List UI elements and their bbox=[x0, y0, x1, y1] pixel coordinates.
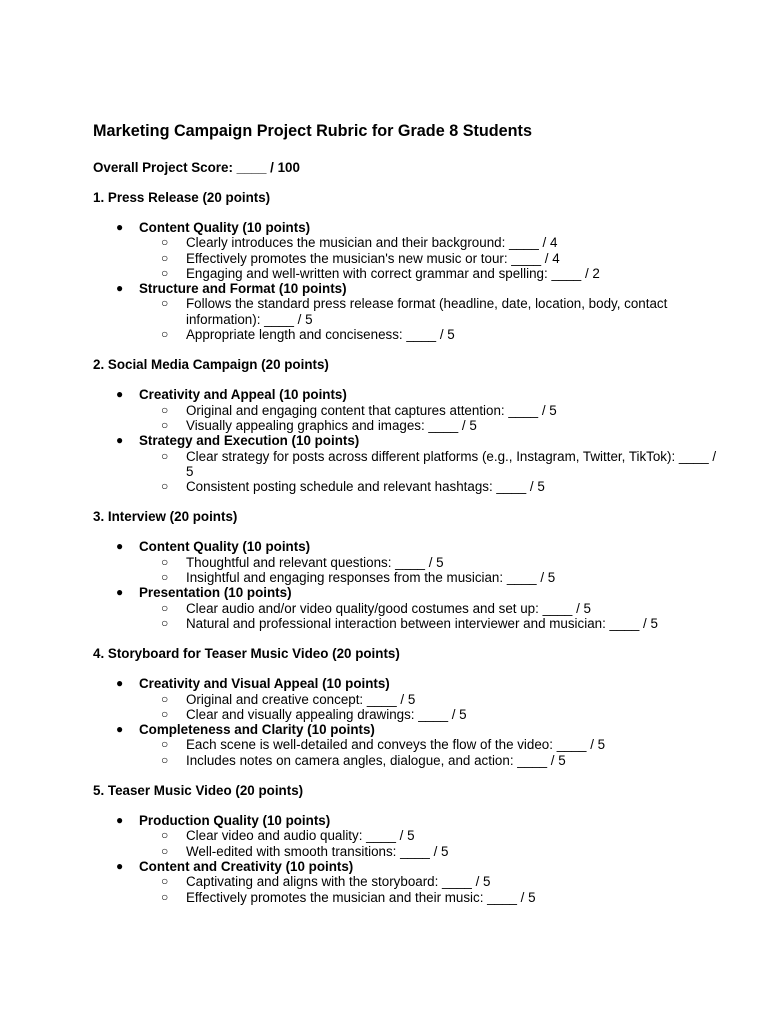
circle-bullet-icon: ○ bbox=[161, 706, 169, 721]
criterion bbox=[93, 722, 693, 768]
circle-bullet-icon: ○ bbox=[161, 250, 169, 265]
sub-item-list bbox=[139, 692, 693, 723]
circle-bullet-icon: ○ bbox=[161, 752, 169, 767]
sub-item bbox=[139, 753, 726, 768]
section-press-release bbox=[93, 190, 693, 342]
sub-item-text: Natural and professional interaction between interviewer and musician: ____ / 5 bbox=[186, 615, 658, 631]
sub-item-text: Well-edited with smooth transitions: ____ / 5 bbox=[186, 843, 449, 859]
sub-item-text: Captivating and aligns with the storyboard: ____ / 5 bbox=[186, 874, 491, 890]
sub-item-text: Engaging and well-written with correct grammar and spelling: ____ / 2 bbox=[186, 265, 600, 281]
sub-item bbox=[139, 616, 726, 631]
criterion bbox=[93, 585, 693, 631]
sub-item bbox=[139, 449, 726, 480]
bullet-icon: ● bbox=[116, 433, 124, 448]
sub-item bbox=[139, 844, 726, 859]
sub-item bbox=[139, 403, 726, 418]
sub-item-text: Appropriate length and conciseness: ____ / 5 bbox=[186, 327, 455, 343]
sub-item bbox=[139, 235, 726, 250]
sub-item-text: Clear and visually appealing drawings: ____ / 5 bbox=[186, 706, 467, 722]
circle-bullet-icon: ○ bbox=[161, 327, 169, 342]
section-social-media-campaign bbox=[93, 357, 717, 495]
circle-bullet-icon: ○ bbox=[161, 554, 169, 569]
section-heading: 2. Social Media Campaign (20 points) bbox=[93, 357, 329, 373]
sub-item-list bbox=[139, 737, 693, 768]
sub-item-text: Thoughtful and relevant questions: ____ / 5 bbox=[186, 554, 444, 570]
sub-item-list bbox=[139, 448, 717, 495]
section-heading: 3. Interview (20 points) bbox=[93, 509, 238, 525]
sub-item bbox=[139, 327, 726, 342]
circle-bullet-icon: ○ bbox=[161, 402, 169, 417]
sub-item-list bbox=[139, 403, 693, 434]
sub-item-list bbox=[139, 874, 693, 905]
sub-item-text: Clear audio and/or video quality/good costumes and set up: ____ / 5 bbox=[186, 600, 591, 616]
criterion bbox=[93, 676, 693, 722]
section-teaser-music-video bbox=[93, 783, 693, 905]
sub-item bbox=[139, 707, 726, 722]
circle-bullet-icon: ○ bbox=[161, 889, 169, 904]
circle-bullet-icon: ○ bbox=[161, 843, 169, 858]
criterion bbox=[93, 387, 693, 433]
criteria-list bbox=[93, 539, 693, 631]
criterion-label: Creativity and Visual Appeal (10 points) bbox=[139, 676, 390, 692]
sub-item bbox=[139, 692, 726, 707]
sub-item-text: Original and creative concept: ____ / 5 bbox=[186, 691, 416, 707]
sub-item-list bbox=[139, 296, 693, 342]
sub-item bbox=[139, 418, 726, 433]
bullet-icon: ● bbox=[116, 281, 124, 296]
sub-item bbox=[139, 570, 726, 585]
section-heading: 4. Storyboard for Teaser Music Video (20 points) bbox=[93, 646, 400, 662]
sub-item bbox=[139, 737, 726, 752]
sub-item bbox=[139, 479, 726, 494]
section-heading: 1. Press Release (20 points) bbox=[93, 190, 271, 205]
criterion-label: Strategy and Execution (10 points) bbox=[139, 433, 360, 449]
overall-score-line: Overall Project Score: ____ / 100 bbox=[93, 160, 300, 175]
criterion-label: Content Quality (10 points) bbox=[139, 220, 311, 235]
criterion-label: Structure and Format (10 points) bbox=[139, 281, 347, 297]
sub-item-text: Follows the standard press release format (headline, date, location, body, contact information): ____ / 5 bbox=[186, 296, 668, 327]
sub-item bbox=[139, 266, 726, 281]
sub-item-text: Includes notes on camera angles, dialogue, and action: ____ / 5 bbox=[186, 752, 566, 768]
criteria-list bbox=[93, 813, 693, 905]
circle-bullet-icon: ○ bbox=[161, 570, 169, 585]
sub-item bbox=[139, 296, 726, 327]
sub-item-text: Visually appealing graphics and images: ____ / 5 bbox=[186, 417, 477, 433]
circle-bullet-icon: ○ bbox=[161, 448, 169, 463]
section-heading: 5. Teaser Music Video (20 points) bbox=[93, 783, 304, 799]
criteria-list bbox=[93, 387, 717, 495]
criterion bbox=[93, 220, 693, 281]
criterion-label: Content and Creativity (10 points) bbox=[139, 858, 354, 874]
bullet-icon: ● bbox=[116, 813, 124, 828]
sub-item-list bbox=[139, 601, 693, 632]
sub-item bbox=[139, 828, 726, 843]
circle-bullet-icon: ○ bbox=[161, 874, 169, 889]
circle-bullet-icon: ○ bbox=[161, 600, 169, 615]
sub-item bbox=[139, 874, 726, 889]
criterion-label: Completeness and Clarity (10 points) bbox=[139, 722, 375, 738]
sub-item-list bbox=[139, 235, 693, 281]
circle-bullet-icon: ○ bbox=[161, 737, 169, 752]
criterion bbox=[93, 281, 693, 342]
criterion-label: Creativity and Appeal (10 points) bbox=[139, 387, 347, 403]
circle-bullet-icon: ○ bbox=[161, 296, 169, 311]
bullet-icon: ● bbox=[116, 387, 124, 402]
circle-bullet-icon: ○ bbox=[161, 691, 169, 706]
criterion bbox=[93, 539, 693, 585]
circle-bullet-icon: ○ bbox=[161, 265, 169, 280]
sub-item-text: Original and engaging content that captures attention: ____ / 5 bbox=[186, 402, 557, 418]
section-interview bbox=[93, 509, 693, 631]
sub-item-text: Effectively promotes the musician and their music: ____ / 5 bbox=[186, 889, 536, 905]
bullet-icon: ● bbox=[116, 858, 124, 873]
sub-item-text: Each scene is well-detailed and conveys the flow of the video: ____ / 5 bbox=[186, 737, 606, 753]
circle-bullet-icon: ○ bbox=[161, 417, 169, 432]
criterion-label: Content Quality (10 points) bbox=[139, 539, 311, 555]
criteria-list bbox=[93, 220, 693, 342]
sub-item-text: Effectively promotes the musician's new music or tour: ____ / 4 bbox=[186, 250, 560, 266]
criterion bbox=[93, 813, 693, 859]
criterion bbox=[93, 859, 693, 905]
rubric-document bbox=[93, 119, 717, 920]
sub-item-list bbox=[139, 828, 693, 859]
sub-item bbox=[139, 890, 726, 905]
section-storyboard bbox=[93, 646, 693, 768]
criterion-label: Presentation (10 points) bbox=[139, 585, 292, 601]
criterion bbox=[93, 433, 717, 495]
bullet-icon: ● bbox=[116, 585, 124, 600]
bullet-icon: ● bbox=[116, 220, 124, 234]
sub-item-list bbox=[139, 555, 693, 586]
bullet-icon: ● bbox=[116, 676, 124, 691]
sub-item-text: Clear strategy for posts across different platforms (e.g., Instagram, Twitter, TikTok): ____ / 5 bbox=[186, 448, 717, 479]
circle-bullet-icon: ○ bbox=[161, 615, 169, 630]
bullet-icon: ● bbox=[116, 539, 124, 554]
bullet-icon: ● bbox=[116, 722, 124, 737]
sub-item-text: Consistent posting schedule and relevant hashtags: ____ / 5 bbox=[186, 479, 545, 495]
circle-bullet-icon: ○ bbox=[161, 828, 169, 843]
sub-item-text: Insightful and engaging responses from the musician: ____ / 5 bbox=[186, 570, 556, 586]
sub-item-text: Clear video and audio quality: ____ / 5 bbox=[186, 828, 415, 844]
circle-bullet-icon: ○ bbox=[161, 479, 169, 494]
criterion-label: Production Quality (10 points) bbox=[139, 813, 331, 829]
criteria-list bbox=[93, 676, 693, 768]
sub-item-text: Clearly introduces the musician and their background: ____ / 4 bbox=[186, 235, 558, 251]
sub-item bbox=[139, 251, 726, 266]
document-title: Marketing Campaign Project Rubric for Grade 8 Students bbox=[93, 122, 532, 140]
sub-item bbox=[139, 555, 726, 570]
circle-bullet-icon: ○ bbox=[161, 235, 169, 250]
sub-item bbox=[139, 601, 726, 616]
